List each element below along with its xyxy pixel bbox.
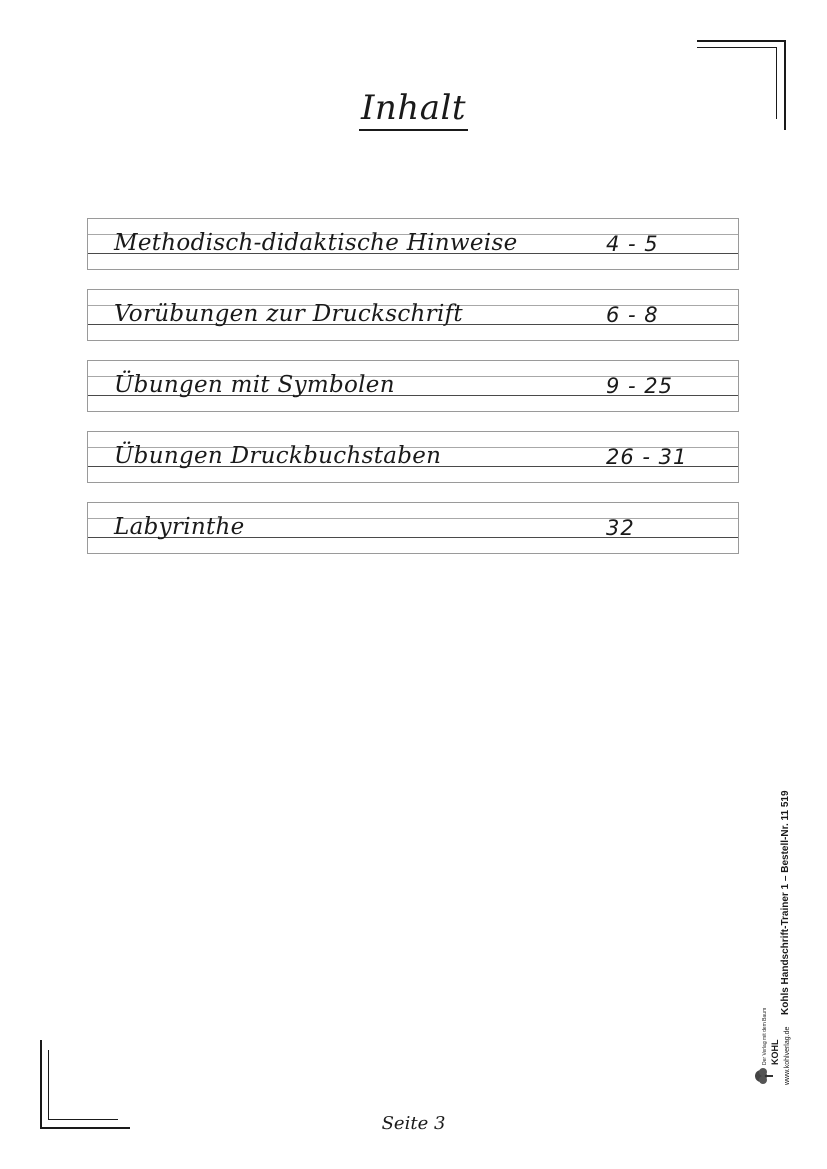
publisher-logo-text: KOHL: [770, 1039, 780, 1065]
toc-entry: [87, 289, 739, 341]
toc-entry: [87, 218, 739, 270]
toc-entry-title: Übungen Druckbuchstaben: [114, 443, 442, 469]
toc-entry-pages: 4 - 5: [606, 232, 659, 256]
publisher-tagline: Der Verlag mit dem Baum: [762, 1007, 768, 1065]
toc-entry-pages: 26 - 31: [606, 445, 688, 469]
toc-entry-title: Vorübungen zur Druckschrift: [114, 301, 463, 327]
tree-icon: [754, 1067, 774, 1085]
toc-entry-title: Labyrinthe: [114, 514, 245, 540]
page-title: Inhalt: [0, 88, 827, 128]
toc-entry-title: Übungen mit Symbolen: [114, 372, 395, 398]
toc-entry-pages: 6 - 8: [606, 303, 659, 327]
page-number: Seite 3: [381, 1113, 446, 1134]
table-of-contents: [87, 218, 739, 573]
toc-entry-title: Methodisch-didaktische Hinweise: [114, 230, 518, 256]
toc-entry-pages: 9 - 25: [606, 374, 674, 398]
publisher-website: www.kohlverlag.de: [784, 1026, 791, 1085]
toc-entry-pages: 32: [606, 516, 635, 540]
order-number: Kohls Handschrift-Trainer 1 – Bestell-Nr. 11 519: [780, 790, 791, 1015]
toc-entry: [87, 502, 739, 554]
toc-entry: [87, 431, 739, 483]
publisher-info: [740, 785, 800, 1085]
toc-entry: [87, 360, 739, 412]
